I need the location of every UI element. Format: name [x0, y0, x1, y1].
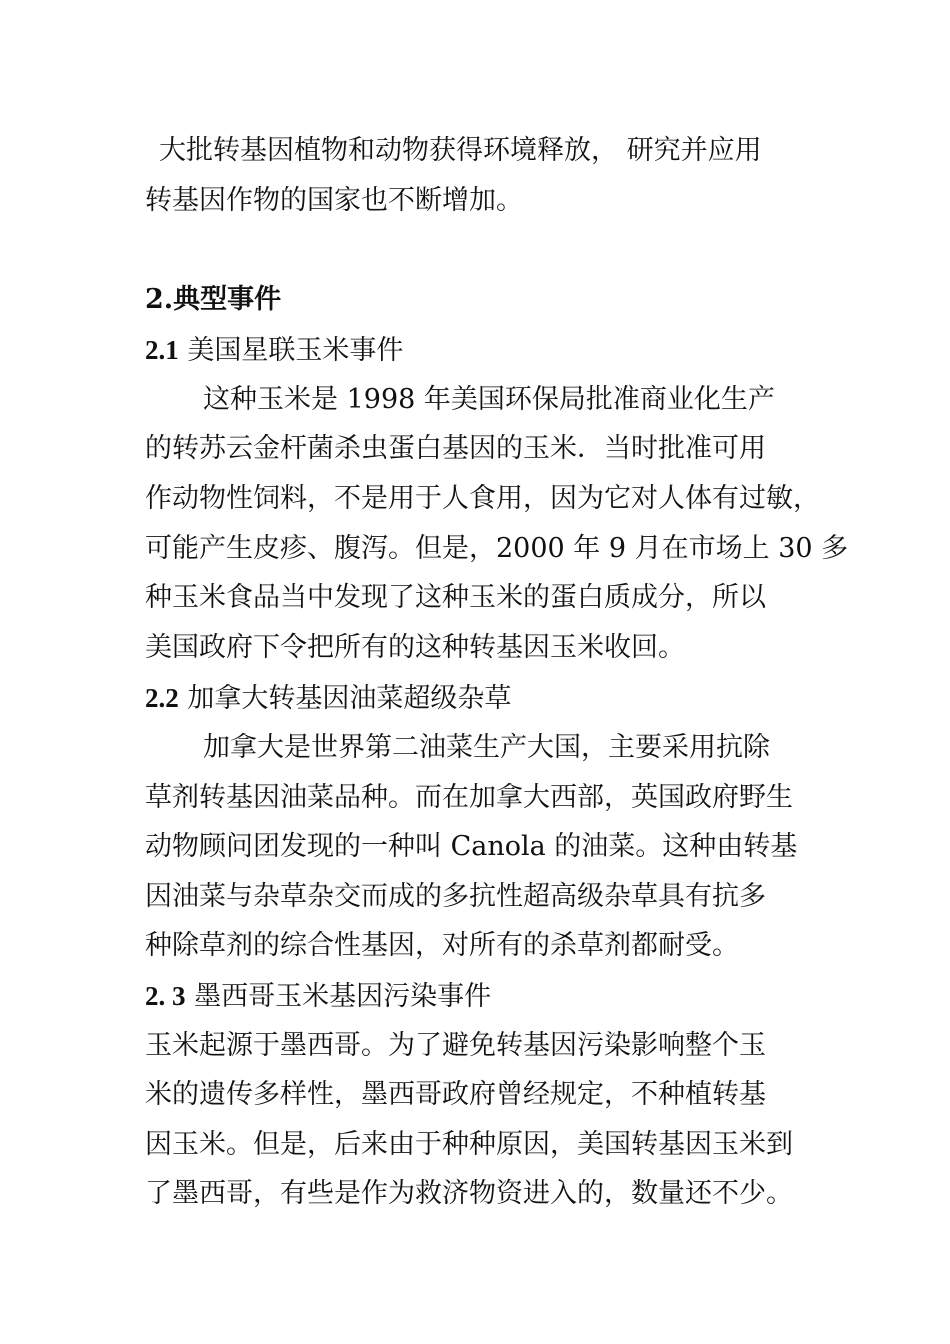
subsection-number: 2.1	[145, 335, 179, 365]
paragraph-line: 美国政府下令把所有的这种转基因玉米收回。	[145, 632, 685, 663]
paragraph-line: 加拿大是世界第二油菜生产大国，主要采用抗除	[203, 732, 770, 763]
paragraph-line: 了墨西哥，有些是作为救济物资进入的，数量还不少。	[145, 1178, 793, 1209]
paragraph-line: 种除草剂的综合性基因，对所有的杀草剂都耐受。	[145, 930, 739, 961]
paragraph-line: 玉米起源于墨西哥。为了避免转基因污染影响整个玉	[145, 1030, 766, 1061]
subsection-title: 加拿大转基因油菜超级杂草	[187, 683, 512, 714]
paragraph-line: 米的遗传多样性，墨西哥政府曾经规定，不种植转基	[145, 1079, 766, 1110]
paragraph-line: 这种玉米是 1998 年美国环保局批准商业化生产	[203, 384, 775, 415]
subsection-2-1-title	[145, 332, 825, 369]
subsection-2-3-title	[145, 978, 825, 1015]
section-heading: 2.典型事件	[145, 284, 282, 315]
intro-line-1: 大批转基因植物和动物获得环境释放， 研究并应用	[159, 135, 762, 166]
paragraph-line: 的转苏云金杆菌杀虫蛋白基因的玉米．当时批准可用	[145, 433, 766, 464]
paragraph-line: 种玉米食品当中发现了这种玉米的蛋白质成分，所以	[145, 582, 766, 613]
subsection-title: 墨西哥玉米基因污染事件	[194, 981, 492, 1012]
subsection-title: 美国星联玉米事件	[187, 335, 404, 366]
subsection-number: 2.2	[145, 683, 179, 713]
intro-line-2: 转基因作物的国家也不断增加。	[145, 185, 523, 216]
paragraph-line: 因油菜与杂草杂交而成的多抗性超高级杂草具有抗多	[145, 881, 766, 912]
paragraph-line: 草剂转基因油菜品种。而在加拿大西部，英国政府野生	[145, 782, 793, 813]
subsection-number: 2. 3	[145, 981, 186, 1011]
paragraph-line: 因玉米。但是，后来由于种种原因，美国转基因玉米到	[145, 1129, 793, 1160]
subsection-2-2-title	[145, 680, 825, 717]
paragraph-line: 动物顾问团发现的一种叫 Canola 的油菜。这种由转基	[145, 831, 798, 862]
paragraph-line: 作动物性饲料，不是用于人食用，因为它对人体有过敏，	[145, 483, 820, 514]
paragraph-line: 可能产生皮疹、腹泻。但是，2000 年 9 月在市场上 30 多	[145, 533, 849, 564]
